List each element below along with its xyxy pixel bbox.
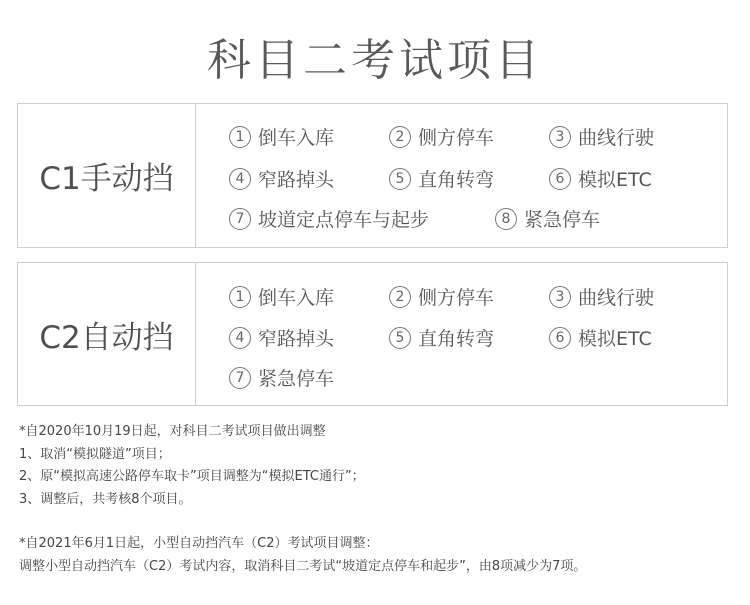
circled-number: 7: [229, 208, 251, 230]
notes-2020: [19, 421, 739, 511]
c2-item-5: [389, 324, 494, 351]
c2-item-7: [229, 364, 334, 391]
item-label: 模拟ETC: [578, 169, 652, 191]
item-label: 侧方停车: [418, 127, 495, 149]
c1-item-1: [229, 123, 334, 150]
circled-number: 3: [549, 286, 571, 308]
circled-number: 1: [229, 126, 251, 148]
item-label: 直角转弯: [418, 328, 495, 350]
c1-manual-box: [17, 103, 728, 248]
item-label: 窄路掉头: [258, 169, 335, 191]
item-label: 倒车入库: [258, 287, 335, 309]
note-line: *自2020年10月19日起，对科目二考试项目做出调整: [19, 424, 326, 439]
circled-number: 8: [495, 208, 517, 230]
c1-item-6: [549, 165, 652, 192]
c2-item-6: [549, 324, 652, 351]
circled-number: 2: [389, 286, 411, 308]
circled-number: 2: [389, 126, 411, 148]
item-label: 紧急停车: [258, 368, 335, 390]
note-line: 1、取消“模拟隧道”项目；: [19, 446, 171, 462]
circled-number: 4: [229, 327, 251, 349]
circled-number: 4: [229, 168, 251, 190]
item-label: 侧方停车: [418, 287, 495, 309]
item-label: 倒车入库: [258, 127, 335, 149]
c2-item-4: [229, 324, 334, 351]
item-label: 曲线行驶: [578, 127, 655, 149]
c2-item-2: [389, 283, 494, 310]
c1-item-5: [389, 165, 494, 192]
note-line: 2、原“模拟高速公路停车取卡”项目调整为“模拟ETC通行”；: [19, 469, 365, 484]
circled-number: 6: [549, 327, 571, 349]
c1-label: C1手动挡: [18, 104, 196, 247]
c2-label: C2自动挡: [18, 263, 196, 405]
note-line: 调整小型自动挡汽车（C2）考试内容，取消科目二考试“坡道定点停车和起步”，由8项减少为7项。: [19, 558, 587, 574]
item-label: 坡道定点停车与起步: [258, 209, 430, 231]
note-line: *自2021年6月1日起，小型自动挡汽车（C2）考试项目调整：: [19, 536, 379, 551]
c1-item-2: [389, 123, 494, 150]
c2-item-1: [229, 283, 334, 310]
circled-number: 1: [229, 286, 251, 308]
item-label: 模拟ETC: [578, 328, 652, 350]
circled-number: 7: [229, 367, 251, 389]
notes-2021: [19, 533, 739, 578]
page-title: 科目二考试项目: [207, 35, 543, 86]
c2-automatic-box: [17, 262, 728, 406]
circled-number: 6: [549, 168, 571, 190]
circled-number: 5: [389, 327, 411, 349]
circled-number: 5: [389, 168, 411, 190]
item-label: 直角转弯: [418, 169, 495, 191]
c1-item-3: [549, 123, 654, 150]
c1-item-8: [495, 205, 600, 232]
c1-item-7: [229, 205, 429, 232]
note-line: 3、调整后，共考核8个项目。: [19, 491, 192, 507]
item-label: 曲线行驶: [578, 287, 655, 309]
c1-item-4: [229, 165, 334, 192]
item-label: 紧急停车: [524, 209, 601, 231]
c2-item-3: [549, 283, 654, 310]
item-label: 窄路掉头: [258, 328, 335, 350]
circled-number: 3: [549, 126, 571, 148]
